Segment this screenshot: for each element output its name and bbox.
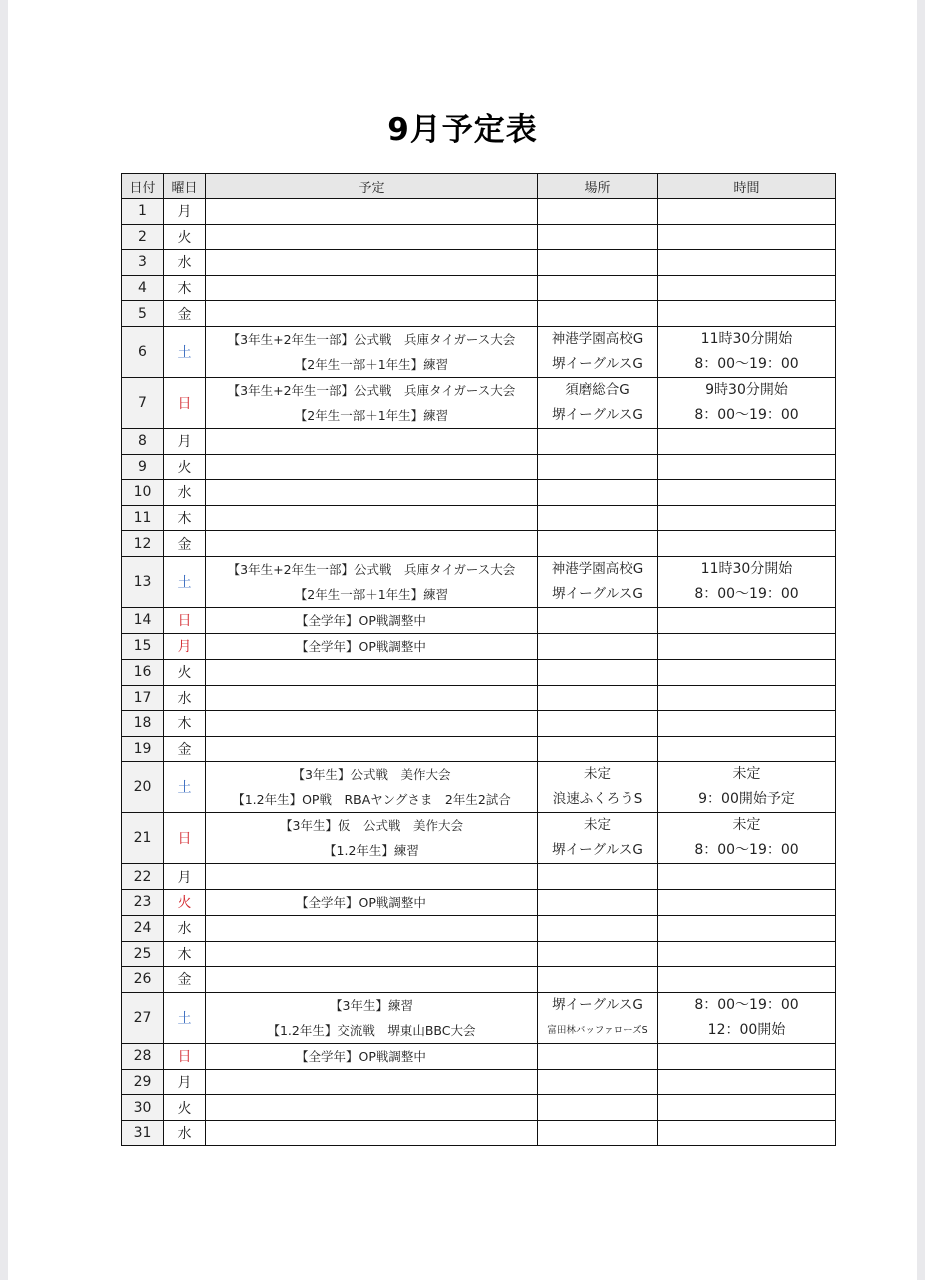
schedule-cell-line: 【全学年】OP戦調整中 — [296, 1048, 426, 1064]
table-row — [122, 480, 836, 506]
time-cell-line: 12：00開始 — [707, 1021, 786, 1038]
time-cell — [658, 762, 836, 813]
schedule-cell — [206, 941, 538, 967]
weekday-cell: 火 — [164, 454, 206, 480]
table-row — [122, 685, 836, 711]
time-cell — [658, 199, 836, 225]
place-cell-line: 富田林バッファローズS — [547, 1024, 648, 1036]
weekday-cell: 火 — [164, 1095, 206, 1121]
place-cell — [538, 250, 658, 276]
date-cell: 25 — [122, 941, 164, 967]
weekday-cell: 月 — [164, 633, 206, 659]
schedule-cell — [206, 505, 538, 531]
place-cell-line: 浪速ふくろうS — [552, 791, 643, 808]
time-cell — [658, 685, 836, 711]
table-row — [122, 556, 836, 607]
place-cell — [538, 275, 658, 301]
schedule-cell — [206, 480, 538, 506]
weekday-cell: 木 — [164, 275, 206, 301]
time-cell — [658, 915, 836, 941]
place-cell — [538, 992, 658, 1043]
time-cell — [658, 326, 836, 377]
schedule-rows — [122, 199, 836, 1146]
table-row — [122, 992, 836, 1043]
schedule-cell — [206, 967, 538, 993]
date-cell: 27 — [122, 992, 164, 1043]
time-cell — [658, 531, 836, 557]
table-row — [122, 864, 836, 890]
time-cell — [658, 377, 836, 428]
place-cell — [538, 736, 658, 762]
schedule-cell-line: 【2年生一部＋1年生】練習 — [294, 586, 449, 602]
schedule-cell-line: 【3年生+2年生一部】公式戦 兵庫タイガース大会 — [227, 382, 516, 398]
place-cell — [538, 301, 658, 327]
table-row — [122, 1043, 836, 1069]
place-cell — [538, 659, 658, 685]
date-cell: 3 — [122, 250, 164, 276]
date-cell: 22 — [122, 864, 164, 890]
date-cell: 19 — [122, 736, 164, 762]
time-cell-line: 未定 — [732, 817, 761, 834]
schedule-cell — [206, 659, 538, 685]
table-row — [122, 889, 836, 915]
table-row — [122, 454, 836, 480]
date-cell: 24 — [122, 915, 164, 941]
date-cell: 23 — [122, 889, 164, 915]
table-row — [122, 377, 836, 428]
date-cell: 1 — [122, 199, 164, 225]
schedule-cell — [206, 813, 538, 864]
time-cell — [658, 607, 836, 633]
weekday-cell: 日 — [164, 377, 206, 428]
table-row — [122, 199, 836, 225]
place-cell — [538, 915, 658, 941]
schedule-cell-line: 【全学年】OP戦調整中 — [296, 638, 426, 654]
schedule-cell — [206, 1120, 538, 1146]
schedule-cell — [206, 915, 538, 941]
date-cell: 5 — [122, 301, 164, 327]
time-cell-line: 8：00～19：00 — [694, 585, 799, 602]
header-place: 場所 — [538, 174, 658, 199]
date-cell: 6 — [122, 326, 164, 377]
time-cell-line: 未定 — [732, 766, 761, 783]
time-cell — [658, 633, 836, 659]
time-cell — [658, 454, 836, 480]
place-cell — [538, 224, 658, 250]
time-cell — [658, 736, 836, 762]
date-cell: 21 — [122, 813, 164, 864]
weekday-cell: 木 — [164, 505, 206, 531]
time-cell — [658, 889, 836, 915]
schedule-cell-line: 【3年生】仮 公式戦 美作大会 — [280, 818, 463, 834]
weekday-cell: 日 — [164, 1043, 206, 1069]
place-cell — [538, 1095, 658, 1121]
header-row — [122, 174, 836, 199]
schedule-cell-line: 【3年生】公式戦 美作大会 — [292, 767, 451, 783]
date-cell: 12 — [122, 531, 164, 557]
date-cell: 28 — [122, 1043, 164, 1069]
schedule-cell — [206, 224, 538, 250]
weekday-cell: 金 — [164, 967, 206, 993]
table-row — [122, 967, 836, 993]
place-cell — [538, 428, 658, 454]
weekday-cell: 火 — [164, 659, 206, 685]
date-cell: 18 — [122, 711, 164, 737]
time-cell — [658, 941, 836, 967]
date-cell: 26 — [122, 967, 164, 993]
schedule-cell — [206, 301, 538, 327]
header-time: 時間 — [658, 174, 836, 199]
schedule-cell — [206, 428, 538, 454]
weekday-cell: 土 — [164, 326, 206, 377]
time-cell — [658, 1069, 836, 1095]
place-cell-line: 堺イーグルスG — [552, 842, 643, 859]
place-cell — [538, 531, 658, 557]
time-cell — [658, 480, 836, 506]
place-cell — [538, 762, 658, 813]
schedule-cell-line: 【2年生一部＋1年生】練習 — [294, 356, 449, 372]
schedule-cell — [206, 711, 538, 737]
weekday-cell: 水 — [164, 1120, 206, 1146]
schedule-cell — [206, 864, 538, 890]
time-cell-line: 11時30分開始 — [700, 330, 793, 347]
weekday-cell: 木 — [164, 941, 206, 967]
weekday-cell: 水 — [164, 915, 206, 941]
date-cell: 8 — [122, 428, 164, 454]
place-cell — [538, 711, 658, 737]
weekday-cell: 水 — [164, 685, 206, 711]
schedule-table — [121, 173, 836, 1146]
place-cell — [538, 813, 658, 864]
date-cell: 4 — [122, 275, 164, 301]
place-cell-line: 神港学園高校G — [551, 560, 644, 577]
table-row — [122, 813, 836, 864]
table-row — [122, 326, 836, 377]
weekday-cell: 水 — [164, 250, 206, 276]
schedule-cell — [206, 992, 538, 1043]
date-cell: 29 — [122, 1069, 164, 1095]
time-cell-line: 9時30分開始 — [705, 381, 788, 398]
table-row — [122, 428, 836, 454]
time-cell — [658, 992, 836, 1043]
table-row — [122, 250, 836, 276]
place-cell-line: 須磨総合G — [565, 381, 630, 398]
place-cell-line: 堺イーグルスG — [552, 585, 643, 602]
schedule-cell-line: 【1.2年生】OP戦 RBAヤングさま 2年生2試合 — [232, 792, 511, 808]
schedule-cell-line: 【3年生】練習 — [330, 997, 413, 1013]
table-row — [122, 531, 836, 557]
date-cell: 7 — [122, 377, 164, 428]
schedule-cell — [206, 607, 538, 633]
schedule-cell-line: 【全学年】OP戦調整中 — [296, 894, 426, 910]
time-cell — [658, 967, 836, 993]
date-cell: 16 — [122, 659, 164, 685]
schedule-cell-line: 【1.2年生】練習 — [324, 843, 419, 859]
place-cell — [538, 685, 658, 711]
time-cell-line: 8：00～19：00 — [694, 406, 799, 423]
date-cell: 30 — [122, 1095, 164, 1121]
weekday-cell: 月 — [164, 428, 206, 454]
place-cell — [538, 1069, 658, 1095]
place-cell-line: 神港学園高校G — [551, 330, 644, 347]
schedule-cell — [206, 633, 538, 659]
schedule-cell — [206, 531, 538, 557]
date-cell: 2 — [122, 224, 164, 250]
weekday-cell: 木 — [164, 711, 206, 737]
table-row — [122, 736, 836, 762]
place-cell — [538, 607, 658, 633]
place-cell — [538, 1043, 658, 1069]
place-cell — [538, 1120, 658, 1146]
table-row — [122, 275, 836, 301]
date-cell: 11 — [122, 505, 164, 531]
table-row — [122, 659, 836, 685]
place-cell — [538, 480, 658, 506]
time-cell-line: 11時30分開始 — [700, 560, 793, 577]
table-row — [122, 915, 836, 941]
weekday-cell: 土 — [164, 556, 206, 607]
time-cell — [658, 505, 836, 531]
place-cell-line: 堺イーグルスG — [552, 406, 643, 423]
time-cell — [658, 224, 836, 250]
schedule-cell — [206, 250, 538, 276]
date-cell: 20 — [122, 762, 164, 813]
date-cell: 17 — [122, 685, 164, 711]
place-cell — [538, 967, 658, 993]
time-cell — [658, 864, 836, 890]
header-date: 日付 — [122, 174, 164, 199]
table-row — [122, 633, 836, 659]
time-cell-line: 8：00～19：00 — [694, 355, 799, 372]
header-schedule: 予定 — [206, 174, 538, 199]
time-cell-line: 9：00開始予定 — [698, 791, 795, 808]
weekday-cell: 月 — [164, 199, 206, 225]
weekday-cell: 月 — [164, 864, 206, 890]
schedule-cell — [206, 1095, 538, 1121]
place-cell — [538, 326, 658, 377]
place-cell-line: 堺イーグルスG — [552, 996, 643, 1013]
schedule-cell — [206, 889, 538, 915]
time-cell — [658, 813, 836, 864]
weekday-cell: 火 — [164, 889, 206, 915]
date-cell: 10 — [122, 480, 164, 506]
time-cell-line: 8：00～19：00 — [694, 842, 799, 859]
weekday-cell: 金 — [164, 736, 206, 762]
page-title: 9月予定表 — [387, 112, 538, 148]
place-cell — [538, 889, 658, 915]
time-cell — [658, 275, 836, 301]
schedule-cell — [206, 1043, 538, 1069]
schedule-cell — [206, 736, 538, 762]
weekday-cell: 火 — [164, 224, 206, 250]
place-cell — [538, 199, 658, 225]
time-cell — [658, 659, 836, 685]
schedule-cell — [206, 326, 538, 377]
date-cell: 14 — [122, 607, 164, 633]
date-cell: 15 — [122, 633, 164, 659]
schedule-cell — [206, 199, 538, 225]
schedule-cell — [206, 275, 538, 301]
schedule-cell — [206, 685, 538, 711]
schedule-cell-line: 【1.2年生】交流戦 堺東山BBC大会 — [267, 1022, 476, 1038]
schedule-cell-line: 【2年生一部＋1年生】練習 — [294, 407, 449, 423]
place-cell — [538, 633, 658, 659]
table-row — [122, 301, 836, 327]
schedule-cell — [206, 762, 538, 813]
weekday-cell: 金 — [164, 301, 206, 327]
time-cell — [658, 250, 836, 276]
weekday-cell: 水 — [164, 480, 206, 506]
place-cell — [538, 377, 658, 428]
date-cell: 31 — [122, 1120, 164, 1146]
schedule-cell-line: 【全学年】OP戦調整中 — [296, 612, 426, 628]
schedule-cell — [206, 454, 538, 480]
place-cell — [538, 941, 658, 967]
time-cell — [658, 711, 836, 737]
place-cell-line: 堺イーグルスG — [552, 355, 643, 372]
schedule-cell — [206, 556, 538, 607]
schedule-cell-line: 【3年生+2年生一部】公式戦 兵庫タイガース大会 — [227, 331, 516, 347]
place-cell-line: 未定 — [584, 766, 611, 783]
table-row — [122, 1120, 836, 1146]
weekday-cell: 土 — [164, 992, 206, 1043]
table-row — [122, 762, 836, 813]
place-cell-line: 未定 — [584, 817, 611, 834]
weekday-cell: 日 — [164, 607, 206, 633]
place-cell — [538, 556, 658, 607]
weekday-cell: 金 — [164, 531, 206, 557]
schedule-cell-line: 【3年生+2年生一部】公式戦 兵庫タイガース大会 — [227, 561, 516, 577]
place-cell — [538, 864, 658, 890]
table-row — [122, 607, 836, 633]
weekday-cell: 月 — [164, 1069, 206, 1095]
header-weekday: 曜日 — [164, 174, 206, 199]
time-cell — [658, 1120, 836, 1146]
table-row — [122, 505, 836, 531]
weekday-cell: 土 — [164, 762, 206, 813]
time-cell — [658, 301, 836, 327]
table-row — [122, 711, 836, 737]
time-cell — [658, 556, 836, 607]
date-cell: 13 — [122, 556, 164, 607]
schedule-cell — [206, 377, 538, 428]
time-cell — [658, 1095, 836, 1121]
schedule-cell — [206, 1069, 538, 1095]
table-row — [122, 1095, 836, 1121]
table-row — [122, 941, 836, 967]
date-cell: 9 — [122, 454, 164, 480]
table-row — [122, 1069, 836, 1095]
time-cell-line: 8：00～19：00 — [694, 996, 799, 1013]
time-cell — [658, 1043, 836, 1069]
time-cell — [658, 428, 836, 454]
place-cell — [538, 454, 658, 480]
place-cell — [538, 505, 658, 531]
table-row — [122, 224, 836, 250]
weekday-cell: 日 — [164, 813, 206, 864]
